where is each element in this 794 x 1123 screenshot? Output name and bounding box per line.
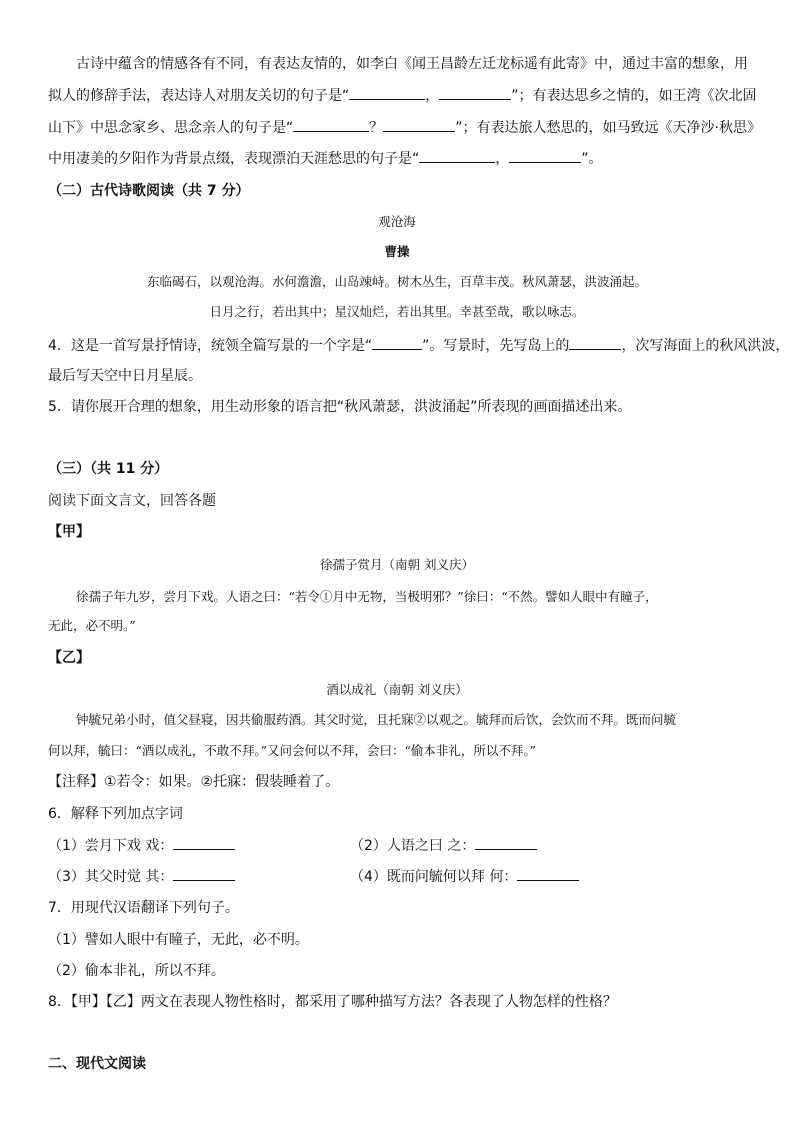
question-7: 7．用现代汉语翻译下列句子。 [48, 900, 239, 916]
question-6-item-3: （3）其父时觉 其： [48, 869, 174, 885]
passage-line: 钟毓兄弟小时，值父昼寝，因共偷服药酒。其父时觉，且托寐②以观之。毓拜而后饮，会饮而不拜。既而问毓 [76, 712, 677, 727]
question-6-item-2: （2）人语之曰 之： [350, 838, 476, 854]
intro-text: ？ [369, 120, 384, 136]
answer-blank[interactable] [372, 333, 422, 350]
intro-text: 山下》中思念家乡、思念亲人的句子是“ [48, 120, 294, 136]
question-text: ，次写海面上的秋风洪波， [621, 338, 790, 354]
answer-blank[interactable] [569, 333, 621, 350]
poem-line: 日月之行，若出其中；星汉灿烂，若出其里。幸甚至哉，歌以咏志。 [209, 304, 585, 319]
intro-line-3 [48, 114, 761, 142]
question-text: 4．这是一首写景抒情诗，统领全篇写景的一个字是“ [48, 338, 373, 354]
question-4 [48, 332, 790, 360]
question-6-item-1: （1）尝月下戏 戏： [48, 838, 174, 854]
answer-blank[interactable] [419, 146, 495, 163]
intro-line-4 [48, 145, 748, 173]
section-heading: （三）（共 11 分） [48, 461, 169, 477]
question-6-item-4: （4）既而问毓何以拜 何： [350, 869, 518, 885]
answer-blank[interactable] [439, 83, 511, 100]
question-5: 5．请你展开合理的想象，用生动形象的语言把“秋风萧瑟，洪波涌起”所表现的画面描述出来。 [48, 399, 632, 415]
intro-text: ， [495, 151, 510, 167]
poem-line: 东临碣石，以观沧海。水何澹澹，山岛竦峙。树木丛生，百草丰茂。秋风萧瑟，洪波涌起。 [146, 274, 647, 289]
answer-blank[interactable] [475, 833, 537, 850]
question-8: 8．【甲】【乙】两文在表现人物性格时，都采用了哪种描写方法？各表现了人物怎样的性格？ [48, 994, 617, 1010]
intro-text: ”；有表达旅人愁思的，如马致远《天净沙·秋思》 [455, 120, 761, 136]
passage-title: 徐孺子赏月（南朝 刘义庆） [320, 557, 474, 572]
answer-blank[interactable] [173, 864, 235, 881]
question-6-row [48, 863, 748, 891]
question-6-item-4-wrap [350, 863, 579, 891]
passage-line: 无此，必不明。” [48, 618, 136, 633]
answer-blank[interactable] [509, 146, 581, 163]
answer-blank[interactable] [293, 115, 369, 132]
intro-line-1: 古诗中蕴含的情感各有不同，有表达友情的，如李白《闻王昌龄左迁龙标遥有此寄》中，通过丰富的想象，用 [76, 56, 748, 72]
intro-text: ， [425, 88, 440, 104]
passage-line: 何以拜，毓曰：“酒以成礼，不敢不拜。”又问会何以不拜，会曰：“偷本非礼，所以不拜。” [48, 743, 537, 758]
question-7-item-2: （2）偷本非礼，所以不拜。 [48, 963, 225, 979]
section-heading: （二）古代诗歌阅读（共 7 分） [48, 183, 250, 199]
passage-line: 徐孺子年九岁，尝月下戏。人语之曰：“若令①月中无物，当极明邪？”徐曰：“不然。譬如人眼中有瞳子， [76, 589, 658, 604]
answer-blank[interactable] [517, 864, 579, 881]
intro-line-2 [48, 82, 757, 110]
answer-blank[interactable] [173, 833, 235, 850]
question-6: 6．解释下列加点字词 [48, 806, 183, 822]
instruction: 阅读下面文言文，回答各题 [48, 493, 216, 509]
part-heading: 二、现代文阅读 [48, 1056, 146, 1072]
text-label-yi: 【乙】 [48, 650, 90, 666]
answer-blank[interactable] [349, 83, 425, 100]
text-label-jia: 【甲】 [48, 524, 90, 540]
intro-text: ”。 [581, 151, 603, 167]
intro-text: ”；有表达思乡之情的，如王湾《次北固 [511, 88, 757, 104]
intro-text: 中用凄美的夕阳作为背景点缀，表现漂泊天涯愁思的句子是“ [48, 151, 420, 167]
annotation-note: 【注释】①若令：如果。②托寐：假装睡着了。 [48, 774, 340, 790]
question-6-row [48, 832, 748, 860]
question-7-item-1: （1）譬如人眼中有瞳子，无此，必不明。 [48, 932, 309, 948]
passage-title: 酒以成礼（南朝 刘义庆） [326, 682, 468, 697]
answer-blank[interactable] [383, 115, 455, 132]
poem-title: 观沧海 [378, 214, 416, 229]
question-6-item-2-wrap [350, 832, 537, 860]
question-4-cont: 最后写天空中日月星辰。 [48, 368, 202, 384]
poem-author: 曹操 [384, 244, 410, 259]
intro-text: 拟人的修辞手法，表达诗人对朋友关切的句子是“ [48, 88, 350, 104]
question-text: ”。写景时，先写岛上的 [422, 338, 570, 354]
